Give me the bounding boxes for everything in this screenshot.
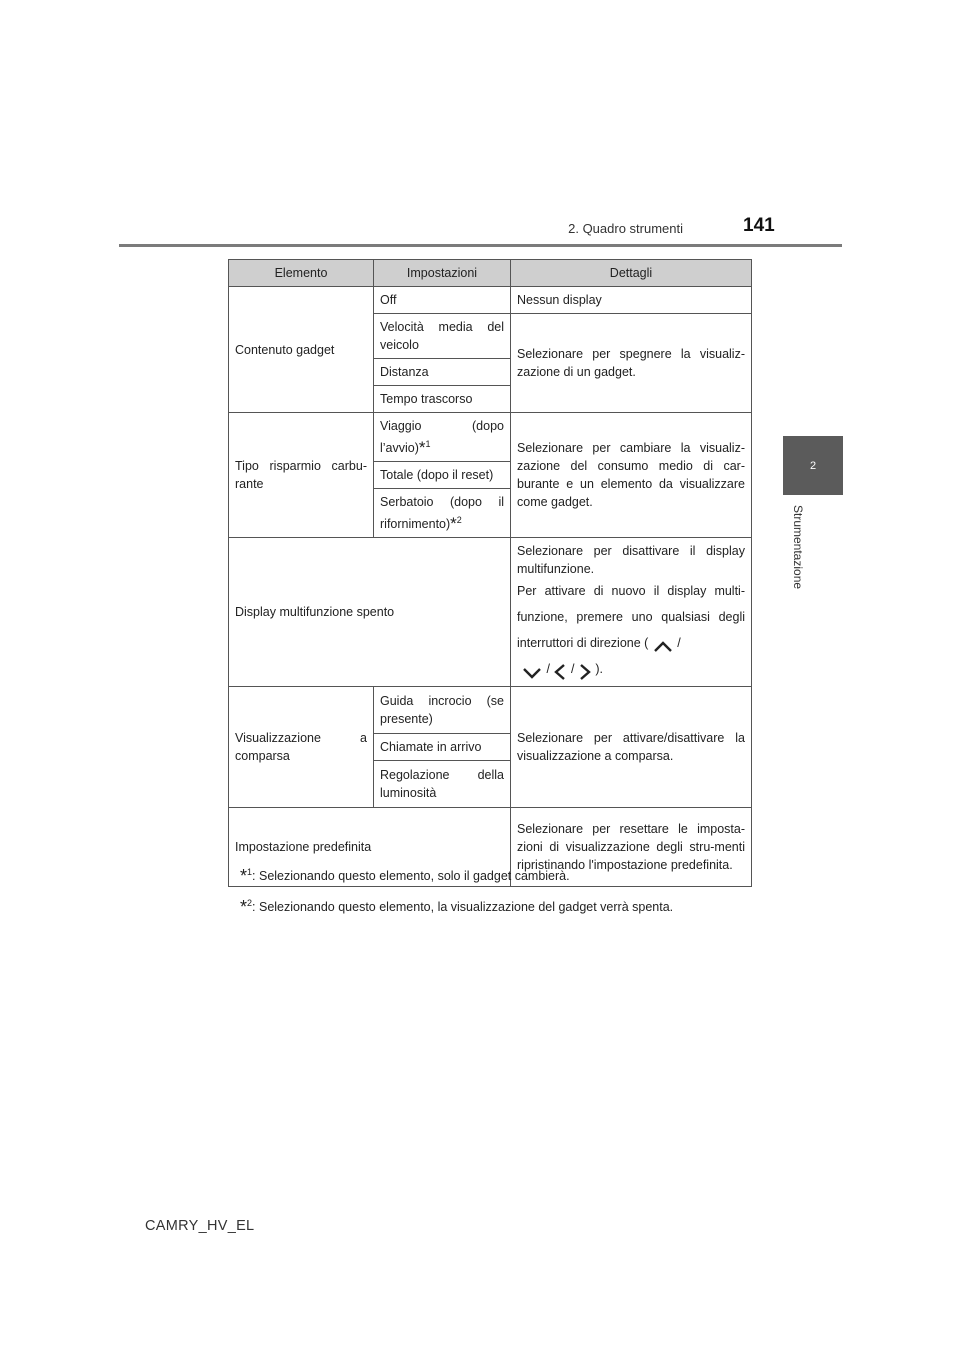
setting-text: Serbatoio (dopo il rifornimento) [380,495,504,532]
detail-text [517,656,745,682]
element-cell: Visualizzazione a comparsa [229,687,374,808]
separator-slash: / [570,662,575,677]
element-cell: Impostazione predefinita [229,808,511,887]
footnote-2 [240,893,760,917]
footnote-star: * [450,514,457,534]
footnote-text: : Selezionando questo elemento, solo il gadget cambierà. [252,869,570,884]
detail-cell: Selezionare per spegnere la visualiz-zazione di un gadget. [511,314,752,413]
footnotes [240,862,760,924]
setting-cell: Off [374,287,511,314]
footnote-star: * [418,438,426,458]
setting-cell: Distanza [374,359,511,386]
setting-cell: Chiamate in arrivo [374,734,511,761]
footnote-ref: 2 [456,515,462,526]
chevron-down-icon [521,663,543,677]
footnote-1 [240,862,760,886]
footnote-number: 1 [247,867,253,877]
detail-cell: Nessun display [511,287,752,314]
header-rule [119,244,842,247]
chevron-right-icon [578,663,592,677]
element-cell: Contenuto gadget [229,287,374,413]
chapter-tab-number: 2 [809,459,817,472]
setting-text: Viaggio (dopo l’avvio) [380,419,504,456]
settings-table [228,259,752,887]
section-title: 2. Quadro strumenti [568,221,683,236]
setting-cell: Totale (dopo il reset) [374,462,511,489]
footnote-number: 2 [247,898,253,909]
header-impostazioni: Impostazioni [374,260,511,287]
footnote-ref: 1 [425,439,431,449]
setting-cell: Guida incrocio (se presente) [374,687,511,734]
detail-cell [511,538,752,687]
table-header-row [229,260,752,287]
setting-cell: Tempo trascorso [374,386,511,413]
table-row [229,287,752,314]
element-cell: Display multifunzione spento [229,538,511,687]
detail-cell: Selezionare per attivare/disattivare la visualizzazione a comparsa. [511,687,752,808]
setting-cell: Velocità media del veicolo [374,314,511,359]
header-elemento: Elemento [229,260,374,287]
table-row [229,413,752,462]
chevron-left-icon [553,663,567,677]
setting-cell [374,489,511,538]
separator-slash: / [546,662,550,677]
page-number: 141 [743,215,775,236]
footnote-star: * [240,897,248,918]
header-dettagli: Dettagli [511,260,752,287]
element-cell: Tipo risparmio carbu-rante [229,413,374,538]
detail-cell: Selezionare per cambiare la visualiz-zazione del consumo medio di car-burante e un elemento da visualizzare come gadget. [511,413,752,538]
chevron-up-icon [652,637,674,651]
footnote-star: * [240,866,248,887]
detail-text: Selezionare per disattivare il display multifunzione. [517,544,745,577]
chapter-label: Strumentazione [791,505,805,590]
detail-cell: Selezionare per resettare le imposta-zioni di visualizzazione degli stru-menti ripristinando l'impostazione predefinita. [511,808,752,887]
setting-cell: Regolazione della luminosità [374,761,511,808]
detail-text [517,578,745,656]
detail-instructions: Per attivare di nuovo il display multi-funzione, premere uno qualsiasi degli interruttori di direzione ( [517,584,745,651]
separator-slash: / [677,636,681,651]
detail-close: ). [595,662,604,677]
setting-cell [374,413,511,462]
footnote-text: : Selezionando questo elemento, la visualizzazione del gadget verrà spenta. [252,900,674,915]
table-row [229,538,752,687]
table-row [229,687,752,734]
document-code: CAMRY_HV_EL [145,1218,255,1234]
chapter-tab[interactable] [783,436,843,495]
